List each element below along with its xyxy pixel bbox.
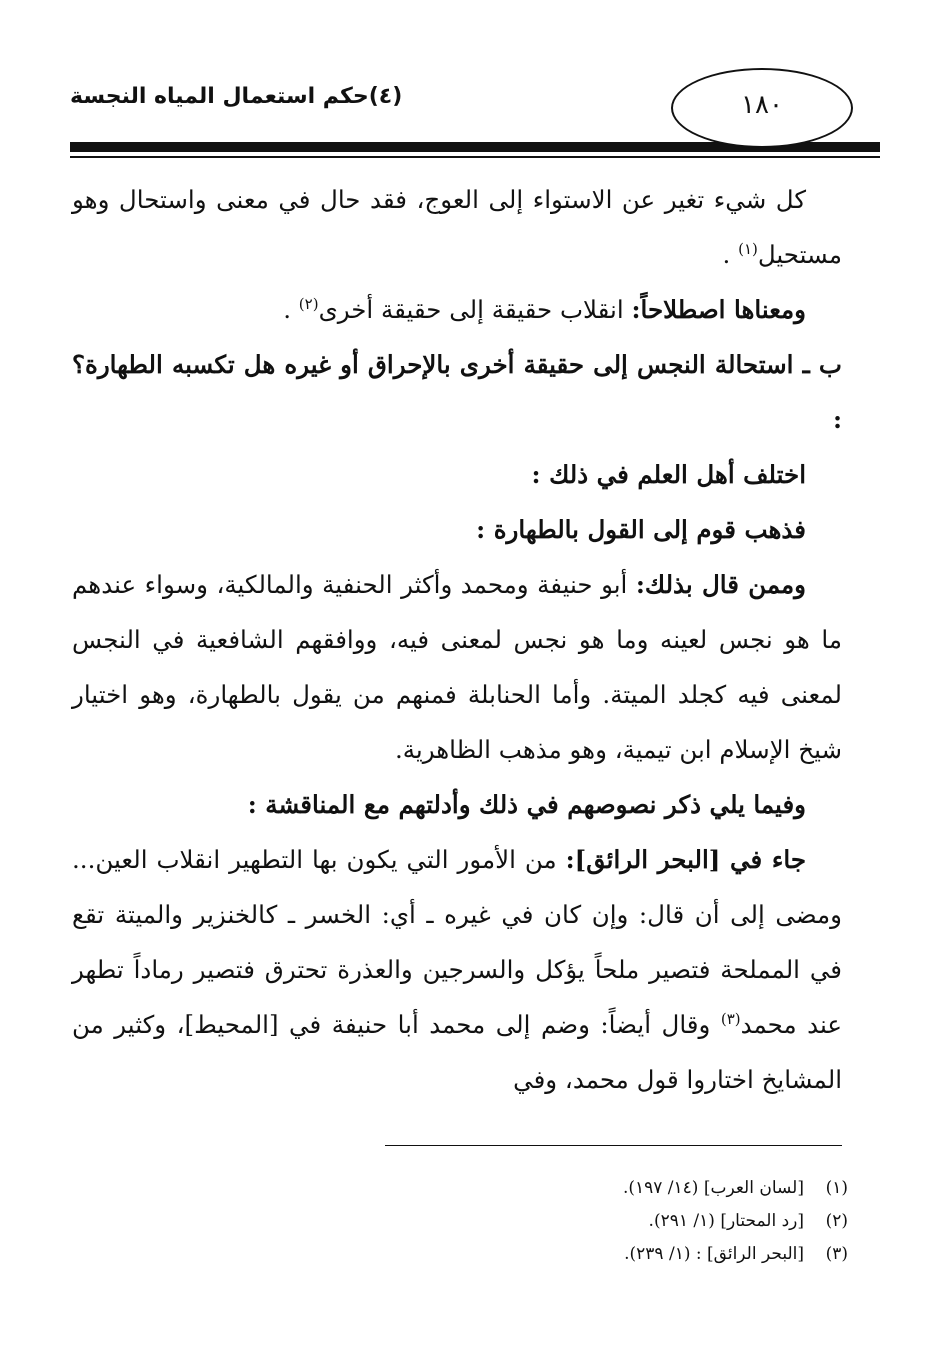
footnote-item [72,1172,848,1205]
footnotes [72,1172,848,1271]
footnote-ref-1: (١) [738,239,758,258]
footnote-separator [385,1145,842,1146]
footnote-number: (٢) [825,1211,848,1231]
paragraph-text: أبو حنيفة ومحمد وأكثر الحنفية والمالكية، وسواء عندهم ما هو نجس لعينه وما هو نجس لمعنى فيه، ووافقهم الشافعية في النجس لمعنى فيه كجلد الميتة. وأما الحنابلة فمنهم من يقول بالطهارة، وهو اختيار شيخ الإسلام ابن تيمية، وهو مذهب الظاهرية. [72,570,842,764]
main-text [72,172,842,1107]
footnote-text: [رد المحتار] (١/ ٢٩١). [648,1211,804,1231]
proponents-label: وممن قال بذلك: [635,570,806,599]
page-number-oval [671,68,853,148]
paragraph-text: من الأمور التي يكون بها التطهير انقلاب العين... ومضى إلى أن قال: وإن كان في غيره ـ أي: الخسر ـ كالخنزير والميتة تقع في المملحة فتصير ملحاً يؤكل والسرجين والعذرة تحترق فتصير رماداً تطهر عند محمد [72,845,843,1039]
paragraph-technical-meaning [72,282,842,337]
paragraph-text: انقلاب حقيقة إلى حقيقة أخرى [318,295,632,324]
paragraph-text: كل شيء تغير عن الاستواء إلى العوج، فقد حال في معنى واستحال وهو مستحيل [72,185,842,269]
footnote-ref-3: (٣) [720,1009,741,1028]
footnote-text: [البحر الرائق] : (١/ ٢٣٩). [624,1244,804,1264]
paragraph-proponents [72,557,842,777]
footnote-number: (٣) [825,1244,848,1264]
footnote-text: [لسان العرب] (١٤/ ١٩٧). [622,1178,804,1198]
page-number: ١٨٠ [741,90,783,120]
first-view-heading: فذهب قوم إلى القول بالطهارة : [476,515,806,544]
chapter-title: (٤)حكم استعمال المياه النجسة [70,84,403,109]
source-label: جاء في [البحر الرائق]: [565,845,806,874]
footnote-ref-2: (٢) [298,294,319,313]
footnote-number: (١) [825,1178,848,1198]
texts-heading: وفيما يلي ذكر نصوصهم في ذلك وأدلتهم مع المناقشة : [247,790,806,819]
paragraph-quote [72,832,842,1107]
punctuation: . [722,240,739,269]
header-rule-thin [70,156,880,158]
page-header [70,62,880,157]
paragraph-linguistic-meaning [72,172,842,282]
term-label: ومعناها اصطلاحاً: [631,295,806,324]
section-heading-b: ب ـ استحالة النجس إلى حقيقة أخرى بالإحراق أو غيره هل تكسبه الطهارة؟ : [72,350,842,434]
paragraph-text: وقال أيضاً: وضم إلى محمد أبا حنيفة في [المحيط]، وكثير من المشايخ اختاروا قول محمد، وفي [72,1010,842,1094]
punctuation: . [283,295,299,324]
disagreement-line: اختلف أهل العلم في ذلك : [531,460,806,489]
footnote-item [72,1205,848,1238]
footnote-item [72,1238,848,1271]
